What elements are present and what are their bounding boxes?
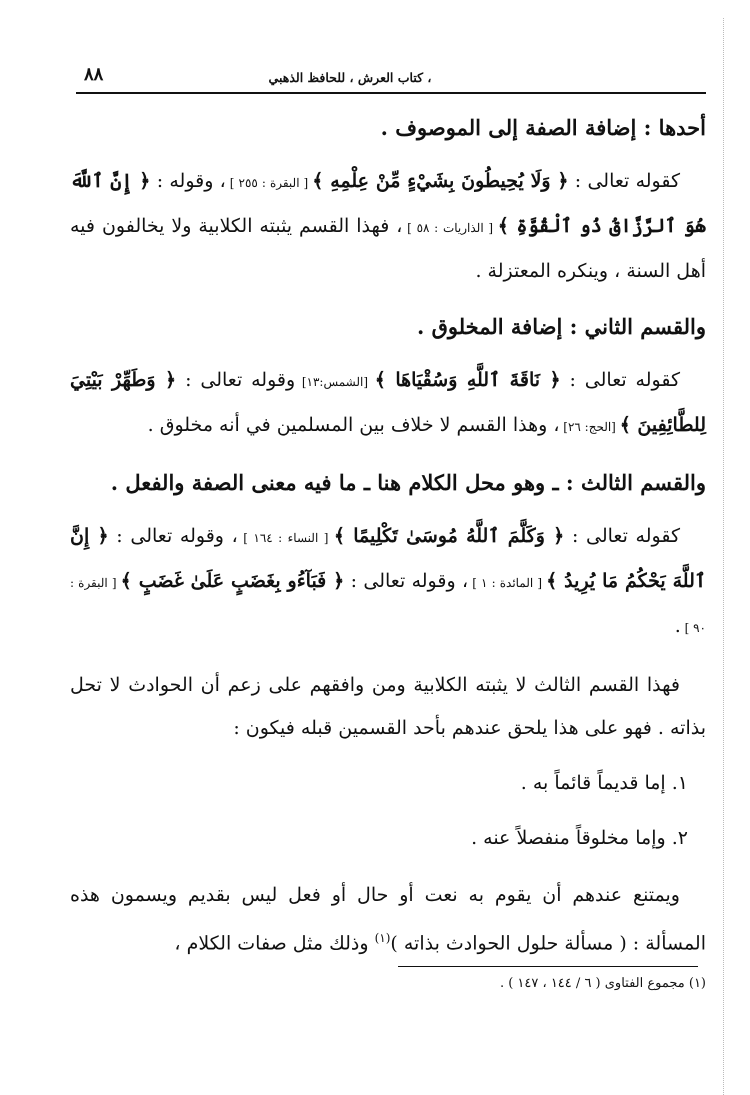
page-edge-shadow — [723, 18, 725, 1095]
text: ، وقوله تعالى : — [344, 570, 469, 592]
text: ، وقوله تعالى : — [108, 525, 238, 547]
heading-second-section: والقسم الثاني : إضافة المخلوق . — [416, 314, 706, 339]
quran-verse: ﴿ وَلَا يُحِيطُونَ بِشَيْءٍ مِّنْ عِلْمِهِ ﴾ — [312, 170, 569, 192]
running-header: ، كتاب العرش ، للحافظ الذهبي — [268, 70, 432, 85]
quran-verse: ﴿ وَكَلَّمَ ٱللَّهُ مُوسَىٰ تَكْلِيمًا ﴾ — [333, 525, 565, 547]
list-item-created: ٢. وإما مخلوقاً منفصلاً عنه . — [471, 827, 688, 849]
verse-reference: [ النساء : ١٦٤ ] — [237, 531, 334, 545]
heading-first-section: أحدها : إضافة الصفة إلى الموصوف . — [380, 115, 706, 140]
paragraph-conclusion: فهذا القسم الثالث لا يثبته الكلابية ومن وافقهم على زعم أن الحوادث لا تحل بذاته . فهو على هذا يلحق عندهم بأحد القسمين قبله فيكون : — [70, 674, 706, 739]
paragraph-third-section — [70, 515, 706, 650]
text: ، فهذا القسم يثبته الكلابية ولا يخالفون فيه أهل السنة ، وينكره المعتزلة . — [70, 215, 706, 282]
paragraph-first-section — [70, 160, 706, 293]
text: . — [674, 615, 681, 637]
quran-verse: ﴿ نَاقَةَ ٱللَّهِ وَسُقْيَاهَا ﴾ — [374, 369, 561, 391]
text: كقوله تعالى : — [564, 525, 681, 547]
verse-reference: [ البقرة : ٢٥٥ ] — [225, 176, 313, 190]
verse-reference: [ المائدة : ١ ] — [468, 576, 547, 590]
header-rule — [76, 92, 706, 94]
verse-reference: [الشمس:١٣] — [295, 375, 375, 389]
quran-verse: ﴿ إِنَّ ٱللَّهَ يَحْكُمُ مَا يُرِيدُ ﴾ — [70, 525, 706, 592]
heading-third-section: والقسم الثالث : ـ وهو محل الكلام هنا ـ ما فيه معنى الصفة والفعل . — [110, 470, 706, 495]
page-number: ٨٨ — [84, 64, 104, 85]
text: ، وهذا القسم لا خلاف بين المسلمين في أنه مخلوق . — [147, 414, 560, 436]
paragraph-final — [70, 874, 706, 965]
text: ويمتنع عندهم أن يقوم به نعت أو حال أو فعل ليس بقديم ويسمون هذه المسألة : ( مسألة حلول الحوادث بذاته ) — [70, 884, 706, 955]
paragraph-second-section — [70, 359, 706, 449]
list-item-eternal: ١. إما قديماً قائماً به . — [520, 772, 688, 794]
text: وذلك مثل صفات الكلام ، — [174, 932, 375, 955]
verse-reference: [ الذاريات : ٥٨ ] — [402, 221, 498, 235]
text: ، وقوله : — [150, 170, 226, 192]
quran-verse: ﴿ وَطَهِّرْ بَيْتِيَ لِلطَّائِفِينَ ﴾ — [70, 369, 706, 436]
text: كقوله تعالى : — [568, 170, 681, 192]
page-body — [70, 108, 706, 965]
footnote: (١) مجموع الفتاوى ( ٦ / ١٤٤ ، ١٤٧ ) . — [499, 976, 706, 991]
quran-verse: ﴿ فَبَآءُو بِغَضَبٍ عَلَىٰ غَضَبٍ ﴾ — [120, 570, 345, 592]
verse-reference: [ البقرة : ٩٠ ] — [70, 576, 706, 635]
text: كقوله تعالى : — [560, 369, 680, 391]
quran-verse: ﴿ إِنَّ ٱللَّهَ هُوَ ٱلرَّزَّاقُ ذُو ٱلْقُوَّةِ ﴾ — [70, 170, 706, 237]
footnote-marker: (١) — [374, 931, 391, 945]
verse-reference: [الحج: ٢٦] — [559, 420, 620, 434]
text: وقوله تعالى : — [176, 369, 296, 391]
footnote-rule — [398, 966, 698, 967]
